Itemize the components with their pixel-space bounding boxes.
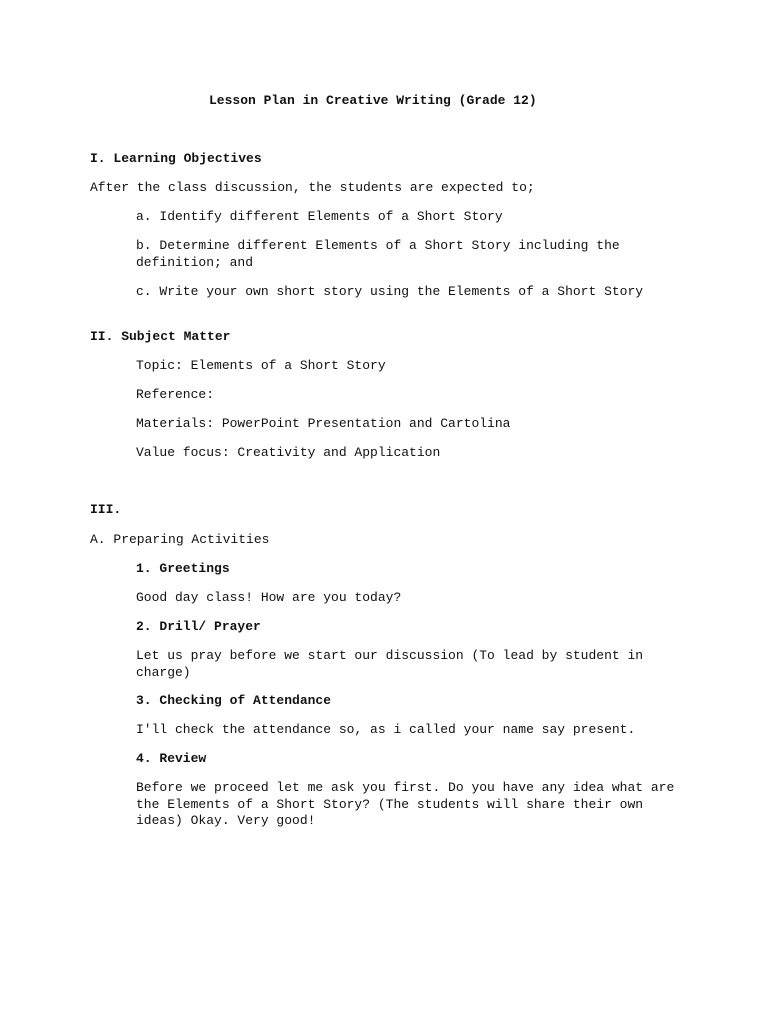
document-title: Lesson Plan in Creative Writing (Grade 12) xyxy=(209,93,537,108)
objectives-intro: After the class discussion, the students are expected to; xyxy=(90,180,535,195)
activity-text: Before we proceed let me ask you first. Do you have any idea what are the Elements of a Short Story? (The students will share their own ideas) Okay. Very good! xyxy=(136,780,675,828)
activity-text: I'll check the attendance so, as i called your name say present. xyxy=(136,722,636,737)
subject-materials: Materials: PowerPoint Presentation and Cartolina xyxy=(136,416,511,431)
activity-text: Let us pray before we start our discussion (To lead by student in charge) xyxy=(136,648,644,680)
activity-title-drill-prayer: 2. Drill/ Prayer xyxy=(136,619,261,634)
subject-reference: Reference: xyxy=(136,387,215,402)
activity-title-review: 4. Review xyxy=(136,751,207,766)
section-heading-three: III. xyxy=(90,502,122,517)
objective-item: a. Identify different Elements of a Short Story xyxy=(136,209,503,224)
activity-title-checking-attendance: 3. Checking of Attendance xyxy=(136,693,332,708)
objective-item: c. Write your own short story using the Elements of a Short Story xyxy=(136,284,644,299)
activity-text: Good day class! How are you today? xyxy=(136,590,402,605)
subject-topic: Topic: Elements of a Short Story xyxy=(136,358,386,373)
objective-item: b. Determine different Elements of a Short Story including the definition; and xyxy=(136,238,620,270)
section-heading-learning-objectives: I. Learning Objectives xyxy=(90,151,262,166)
preparing-activities-heading: A. Preparing Activities xyxy=(90,532,270,547)
section-heading-subject-matter: II. Subject Matter xyxy=(90,329,231,344)
activity-title-greetings: 1. Greetings xyxy=(136,561,230,576)
subject-value-focus: Value focus: Creativity and Application xyxy=(136,445,441,460)
